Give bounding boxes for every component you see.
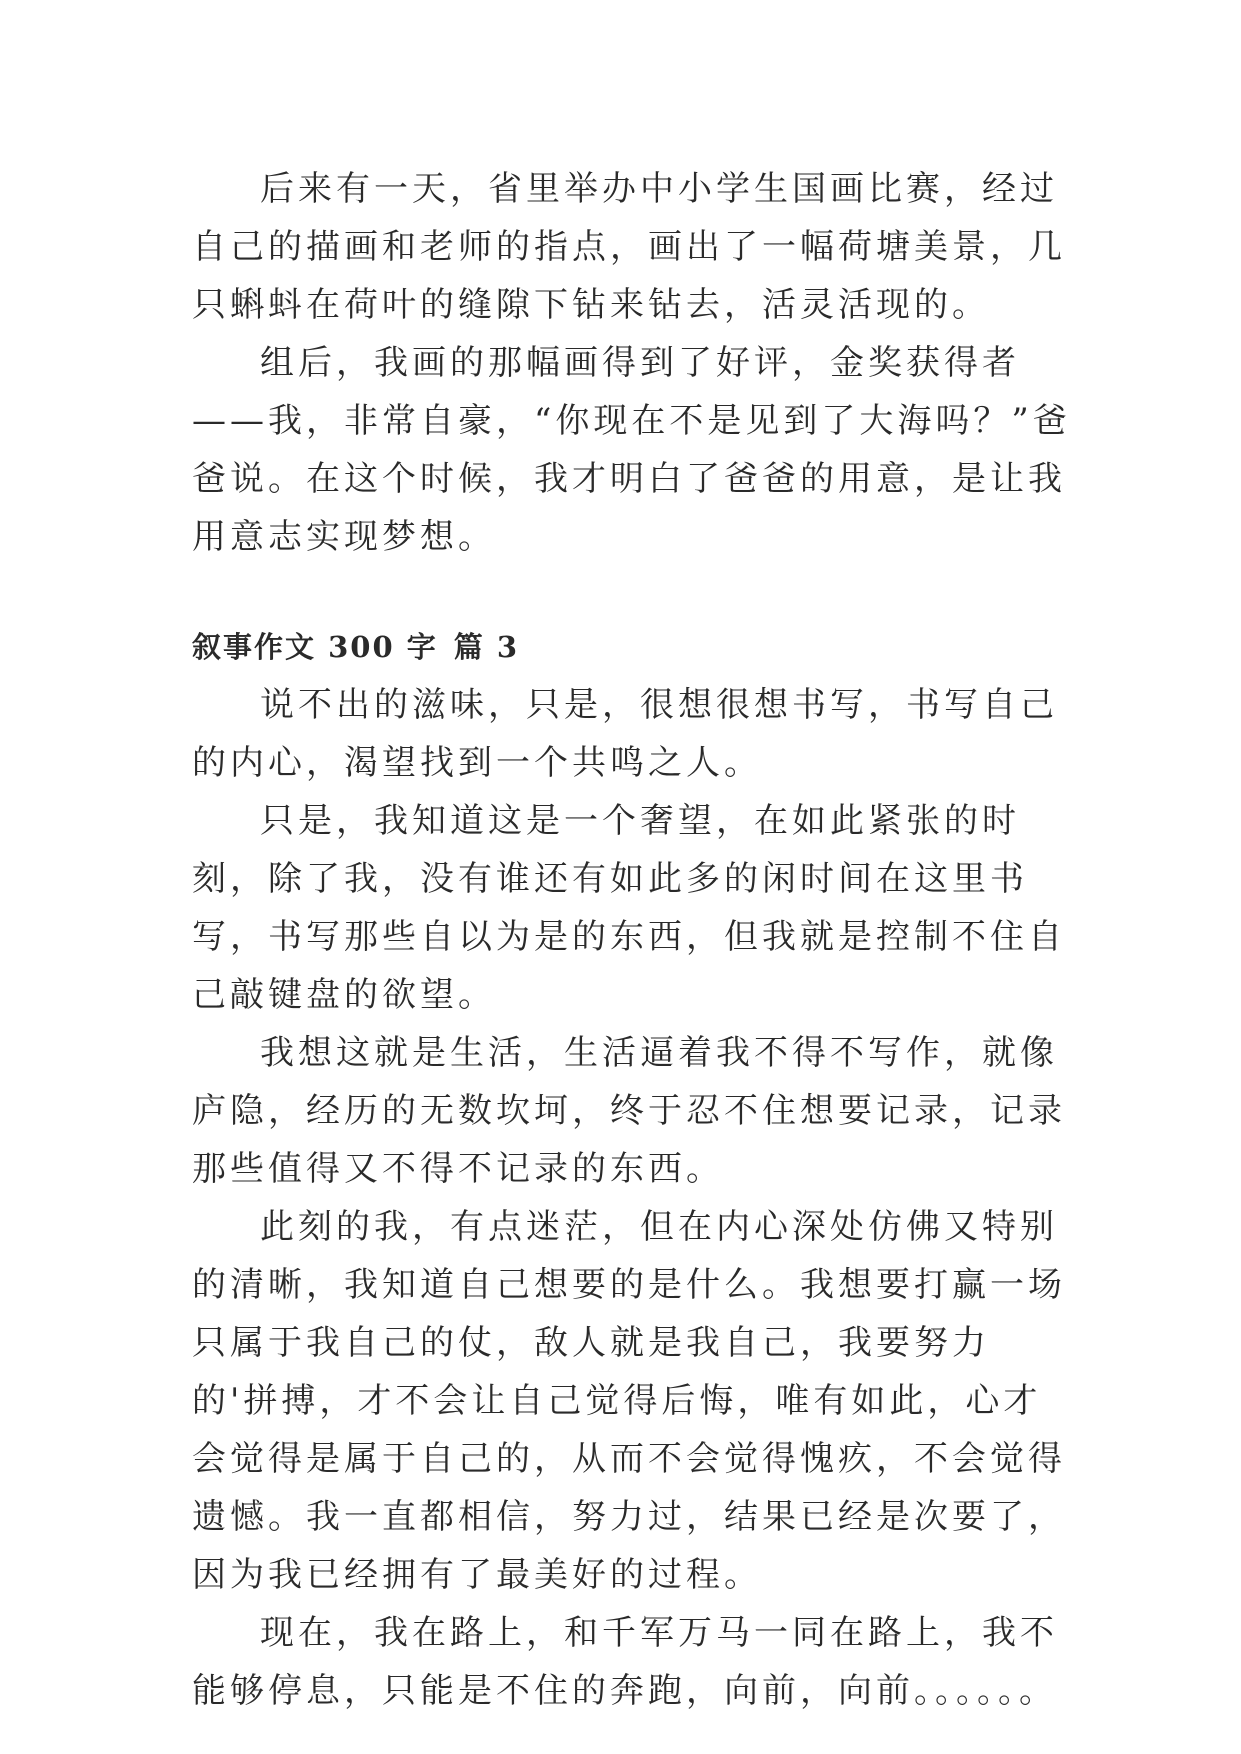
- paragraph: 现在，我在路上，和千军万马一同在路上，我不能够停息，只能是不住的奔跑，向前，向前。。。。。。: [192, 1613, 1058, 1711]
- section-title: 叙事作文 300 字: [192, 630, 438, 664]
- paragraph: 只是，我知道这是一个奢望，在如此紧张的时刻，除了我，没有谁还有如此多的闲时间在这里书写，书写那些自以为是的东西，但我就是控制不住自己敲键盘的欲望。: [192, 801, 1066, 1015]
- paragraph: 后来有一天，省里举办中小学生国画比赛，经过自己的描画和老师的指点，画出了一幅荷塘美景，几只蝌蚪在荷叶的缝隙下钻来钻去，活灵活现的。: [192, 169, 1066, 325]
- paragraph: 说不出的滋味，只是，很想很想书写，书写自己的内心，渴望找到一个共鸣之人。: [192, 685, 1058, 783]
- document-body: [192, 160, 1072, 1720]
- section-heading: [192, 618, 1072, 676]
- paragraph: 我想这就是生活，生活逼着我不得不写作，就像庐隐，经历的无数坎坷，终于忍不住想要记录，记录那些值得又不得不记录的东西。: [192, 1033, 1066, 1189]
- section-number: 篇 3: [453, 630, 520, 664]
- paragraph: 此刻的我，有点迷茫，但在内心深处仿佛又特别的清晰，我知道自己想要的是什么。我想要打赢一场只属于我自己的仗，敌人就是我自己，我要努力的'拼搏，才不会让自己觉得后悔，唯有如此，心才会觉得是属于自己的，从而不会觉得愧疚，不会觉得遗憾。我一直都相信，努力过，结果已经是次要了，因为我已经拥有了最美好的过程。: [192, 1207, 1066, 1595]
- paragraph: 组后，我画的那幅画得到了好评，金奖获得者——我，非常自豪，“你现在不是见到了大海吗？”爸爸说。在这个时候，我才明白了爸爸的用意，是让我用意志实现梦想。: [192, 343, 1071, 557]
